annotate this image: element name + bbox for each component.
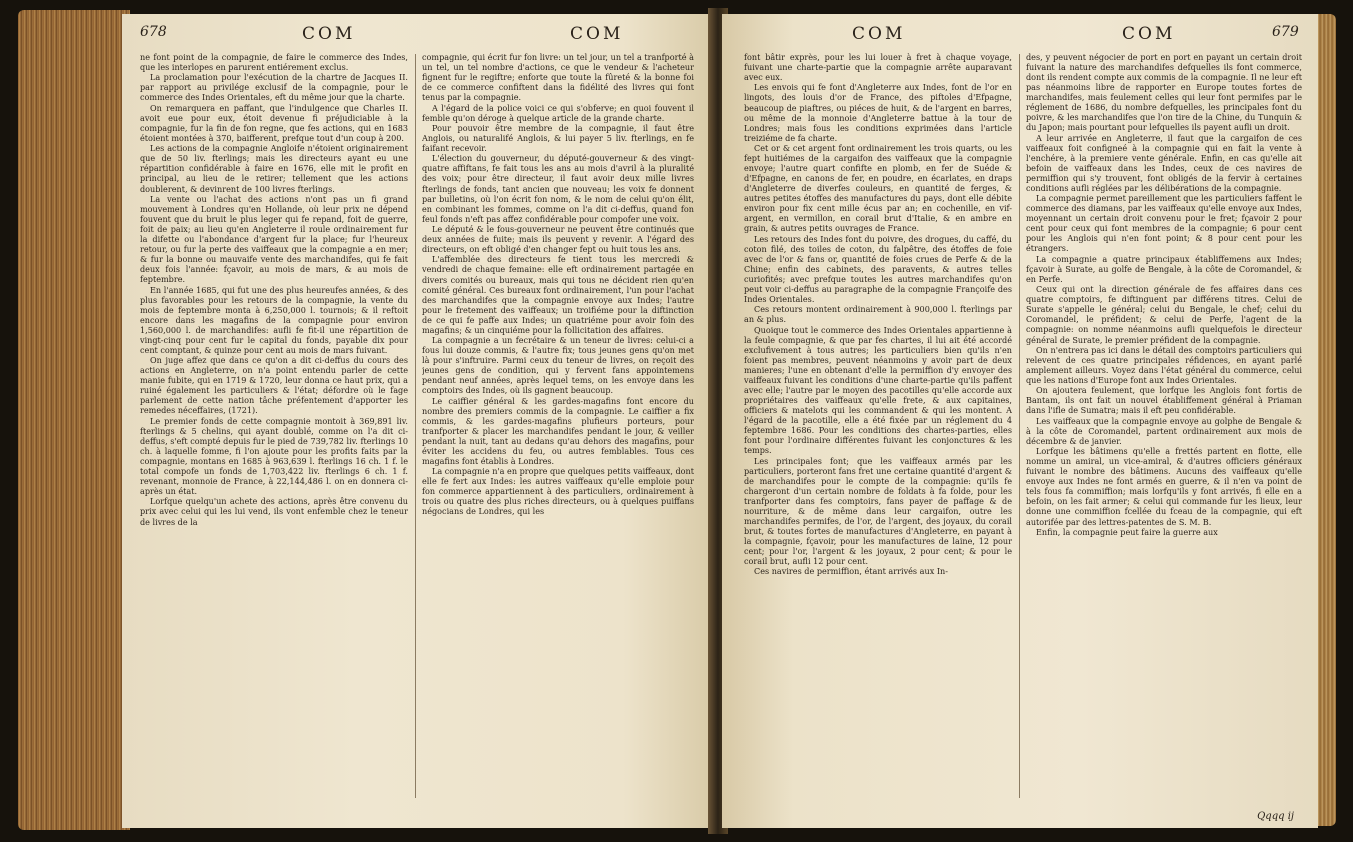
paragraph: La vente ou l'achat des actions n'ont pas un fi grand mouvement à Londres qu'en Hollande, où leur prix ne dépend fouvent que du bruit le plus leger qui fe repand, foit de guerre, foit de paix; au lieu qu'en Angleterre il roule ordinairement fur la difette ou l'abondance d'argent fur la place; fur l'heureux retour, ou fur la perte des vaiffeaux que la compagnie a en mer; & fur la bonne ou mauvaife vente des marchandifes, qui fe fait deux fois l'année: fçavoir, au mois de mars, & au mois de feptembre. [140, 193, 408, 285]
paragraph: Le caiffier général & les gardes-magafins font encore du nombre des premiers commis de la compagnie. Le caiffier a fix commis, & les gardes-magafins plufieurs porteurs, pour tranfporter & placer les marchandifes pendant le jour, & veiller pendant la nuit, tant au dedans qu'au dehors des magafins, pour éviter les accidens du feu, ou autres femblables. Tous ces magafins font établis à Londres. [422, 395, 694, 466]
paragraph: Quoique tout le commerce des Indes Orientales appartienne à la feule compagnie, & que par fes chartes, il lui ait été accordé exclufivement à tous autres; les particuliers bien qu'ils n'en foient pas membres, peuvent néanmoins y avoir part de deux manieres; l'une en obtenant d'elle la permiffion d'y envoyer des vaiffeaux fuivant les conditions d'une charte-partie qu'ils paffent avec elle; l'autre par le moyen des pacotilles qu'elle accorde aux propriétaires des vaiffeaux qu'elle frete, & aux capitaines, officiers & matelots qui les commandent & qui les montent. A l'égard de la pacotille, elle a été fixée par un réglement du 4 feptembre 1686. Pour les conditions des chartes-parties, elles font pour l'ordinaire différentes fuivant les conjonctures & les temps. [744, 324, 1012, 456]
paragraph: On remarquera en paffant, que l'indulgence que Charles II. avoit eue pour eux, étoit devenue fi préjudiciable à la compagnie, fur la fin de fon regne, que fes actions, qui en 1683 étoient montées à 370, baifferent, prefque tout d'un coup à 200. [140, 102, 408, 143]
paragraph: La compagnie a un fecrétaire & un teneur de livres: celui-ci a fous lui douze commis, & l'autre fix; tous jeunes gens qu'on met là pour s'inftruire. Parmi ceux du teneur de livres, on reçoit des jeunes gens de condition, qui y fervent fans appointemens pendant neuf années, après lequel tems, on les envoye dans les comptoirs des Indes, où ils gagnent beaucoup. [422, 335, 694, 396]
right-page [722, 14, 1318, 828]
left-header-word-2: COM [570, 24, 624, 44]
paragraph: L'affemblée des directeurs fe tient tous les mercredi & vendredi de chaque femaine: elle eft ordinairement partagée en divers comités ou bureaux, mais qui tous ne décident rien qu'en comité général. Ces bureaux font ordinairement, l'un pour l'achat des marchandifes que la compagnie envoye aux Indes; l'autre pour le fretement des vaiffeaux; un troifiéme pour la diftinction de ce qui fe paffe aux Indes; un quatriéme pour avoir foin des magafins; & un cinquiéme pour la follicitation des affaires. [422, 254, 694, 335]
open-book [18, 8, 1336, 834]
paragraph: compagnie, qui écrit fur fon livre: un tel jour, un tel a tranfporté à un tel, un tel nombre d'actions, ce que le vendeur & l'acheteur fignent fur le regiftre; enforte que toute la fûreté & la bonne foi de ce commerce confiftent dans la fidélité des livres qui font tenus par la compagnie. [422, 52, 694, 103]
paragraph: On ajoutera feulement, que lorfque les Anglois font fortis de Bantam, ils ont fait un nouvel établiffement général à Priaman dans l'ifle de Sumatra; mais il eft peu confidérable. [1026, 385, 1302, 416]
paragraph: Les vaiffeaux que la compagnie envoye au golphe de Bengale & à la côte de Coromandel, partent ordinairement aux mois de décembre & de janvier. [1026, 415, 1302, 446]
paragraph: Lorfque quelqu'un achete des actions, après être convenu du prix avec celui qui les lui vend, ils vont enfemble chez le teneur de livres de la [140, 496, 408, 527]
paragraph: Ces navires de permiffion, étant arrivés aux In- [754, 566, 948, 577]
right-header-word-2: COM [1122, 24, 1176, 44]
left-column-rule [415, 54, 416, 798]
right-header-word-1: COM [852, 24, 906, 44]
paragraph: Les retours des Indes font du poivre, des drogues, du caffé, du coton filé, des toiles de coton, du falpêtre, des étoffes de foie avec de l'or & fans or, quantité de foies crues de Perfe & de la Chine; enfin des cabinets, des paravents, & autres telles curiofités; avec prefque toutes les autres marchandifes qu'on peut voir ci-deffus au paragraphe de la compagnie Françoife des Indes Orientales. [744, 233, 1012, 305]
paragraph: La compagnie n'a en propre que quelques petits vaiffeaux, dont elle fe fert aux Indes: les autres vaiffeaux qu'elle emploie pour fon commerce appartiennent à des particuliers, ordinairement à trois ou quatre des plus riches directeurs, ou à quelques puiffans négocians de Londres, qui les [422, 466, 694, 517]
paragraph: A l'égard de la police voici ce qui s'obferve; en quoi fouvent il femble qu'on déroge à quelque article de la grande charte. [422, 102, 694, 123]
signature-mark: Qqqq ij [1257, 811, 1294, 822]
paragraph: Les principales font; que les vaiffeaux armés par les particuliers, porteront fans fret une certaine quantité d'argent & de marchandifes pour le compte de la compagnie: qu'ils fe chargeront d'un certain nombre de foldats à fa folde, pour les tranfporter dans fes comptoirs, fans payer de paffage & de nourriture, & de même dans leur cargaifon, outre les marchandifes permifes, de l'or, de l'argent, des joyaux, du corail brut, & toutes fortes de manufactures d'Angleterre, en payant à la compagnie, fçavoir, pour les manufactures de laine, 12 pour cent; pour l'or, l'argent & les joyaux, 2 pour cent; & pour le corail brut, aufli 12 pour cent. [744, 455, 1012, 567]
left-column-2 [422, 52, 694, 802]
left-page [122, 14, 712, 828]
paragraph: Ceux qui ont la direction générale de fes affaires dans ces quatre comptoirs, fe diftinguent par différens titres. Celui de Surate s'appelle le général; celui du Bengale, le chef; celui du Coromandel, le préfident; & celui de Perfe, l'agent de la compagnie: on nomme néanmoins aufli quelquefois le directeur général de Surate, le premier préfident de la compagnie. [1026, 284, 1302, 345]
right-column-1 [744, 52, 1012, 802]
paragraph: La compagnie permet pareillement que les particuliers faffent le commerce des diamans, par les vaiffeaux qu'elle envoye aux Indes, moyennant un certain droit convenu pour le fret; fçavoir 2 pour cent pour ceux qui font membres de la compagnie; 6 pour cent pour les Anglois qui n'en font point; & 8 pour cent pour les étrangers. [1026, 193, 1302, 254]
paragraph: La proclamation pour l'exécution de la chartre de Jacques II. par rapport au privilége exclusif de la compagnie, pour le commerce des Indes Orientales, eft du même jour que la charte. [140, 72, 408, 103]
paragraph: Lorfque les bâtimens qu'elle a frettés partent en flotte, elle nomme un amiral, un vice-amiral, & d'autres officiers généraux fuivant le nombre des bâtimens. Aucuns des vaiffeaux qu'elle envoye aux Indes ne font armés en guerre, & il n'en va point de tels fous fa commiffion; mais lorfqu'ils y font arrivés, fi elle en a befoin, on les fait armer; & celui qui commande fur les lieux, leur donne une commiffion fcellée du fceau de la compagnie, qui eft autorifée par des lettres-patentes de S. M. B. [1026, 446, 1302, 527]
paragraph: Ces retours montent ordinairement à 900,000 l. fterlings par an & plus. [744, 304, 1012, 325]
paragraph: On n'entrera pas ici dans le détail des comptoirs particuliers qui relevent de ces quatre principales réfidences, en ayant parlé amplement ailleurs. Voyez dans l'état général du commerce, celui que les nations d'Europe font aux Indes Orientales. [1026, 344, 1302, 385]
right-column-rule [1019, 54, 1020, 798]
paragraph: Le député & le fous-gouverneur ne peuvent être continués que deux années de fuite; mais ils peuvent y revenir. A l'égard des directeurs, on eft obligé d'en changer fept ou huit tous les ans. [422, 223, 694, 255]
paragraph: A leur arrivée en Angleterre, il faut que la cargaifon de ces vaiffeaux foit configneé à la compagnie qui en fait la vente à l'enchére, à la premiere vente générale. Enfin, en cas qu'elle ait befoin de vaiffeaux dans les Indes, ceux de ces navires de permiffion qui s'y trouvent, font obligés de la fervir à certaines conditions aufli réglées par les délibérations de la compagnie. [1026, 132, 1302, 193]
left-header-word-1: COM [302, 24, 356, 44]
right-page-number: 679 [1272, 24, 1299, 40]
paragraph: Les envois qui fe font d'Angleterre aux Indes, font de l'or en lingots, des louis d'or de France, des piftoles d'Efpagne, beaucoup de piaftres, ou piéces de huit, & de l'argent en barres, ou même de la monnoie d'Angleterre battue à la tour de Londres; mais fous les conditions exprimées dans l'article treiziéme de fa charte. [744, 82, 1012, 143]
paragraph: Enfin, la compagnie peut faire la guerre aux [1036, 526, 1218, 537]
paragraph: On juge affez que dans ce qu'on a dit ci-deffus du cours des actions en Angleterre, on n'a point entendu parler de cette manie fubite, qui en 1719 & 1720, leur donna ce haut prix, qui a ruiné également les particuliers & l'état; défordre où le fage parlement de cette nation tâche préfentement d'apporter les remedes néceffaires, (1721). [140, 355, 408, 416]
left-running-head [122, 24, 712, 50]
left-column-1 [140, 52, 408, 802]
right-running-head [722, 24, 1318, 50]
paragraph: ne font point de la compagnie, de faire le commerce des Indes, que les interlopes en parurent entiérement exclus. [140, 52, 408, 73]
paragraph: des, y peuvent négocier de port en port en payant un certain droit fuivant la nature des marchandifes defquelles ils font commerce, dont ils rendent compte aux commis de la compagnie. Il ne leur eft pas néanmoins libre de rapporter en Europe toutes fortes de marchandifes, mais feulement celles qui leur font permifes par le réglement de 1686, du nombre defquelles, les principales font du poivre, & les marchandifes que l'on tire de la Chine, du Tunquin & du Japon; mais pourtant pour lefquelles ils payent aufli un droit. [1026, 52, 1302, 133]
left-page-edges [18, 10, 130, 830]
paragraph: L'élection du gouverneur, du député-gouverneur & des vingt-quatre affiftans, fe fait tous les ans au mois d'avril à la pluralité des voix; pour être directeur, il faut avoir deux mille livres fterlings de fonds, tant ancien que nouveau; les voix fe donnent par bulletins, où l'on écrit fon nom, & le nom de celui qu'on élit, en combinant les fommes, comme on l'a dit ci-deffus, quand fon feul fonds n'eft pas affez confidérable pour compofer une voix. [422, 153, 694, 224]
paragraph: font bâtir exprès, pour les lui louer à fret à chaque voyage, fuivant une charte-partie que la compagnie arrête auparavant avec eux. [744, 52, 1012, 83]
right-column-2 [1026, 52, 1302, 802]
paragraph: Le premier fonds de cette compagnie montoit à 369,891 liv. fterlings & 5 chelins, qui ayant doublé, comme on l'a dit ci-deffus, s'eft compté depuis fur le pied de 739,782 liv. fterlings 10 ch. à laquelle fomme, fi l'on ajoute pour les profits faits par la compagnie, montans en 1685 à 963,639 l. fterlings 16 ch. 1 f. le total compofe un fonds de 1,703,422 liv. fterlings 6 ch. 1 f. revenant, monnoie de France, à 22,144,486 l. on en donnera ci-après un état. [140, 415, 408, 497]
paragraph: La compagnie a quatre principaux établiffemens aux Indes; fçavoir à Surate, au golfe de Bengale, à la côte de Coromandel, & en Perfe. [1026, 253, 1302, 284]
paragraph: En l'année 1685, qui fut une des plus heureufes années, & des plus favorables pour les retours de la compagnie, la vente du mois de feptembre monta à 6,250,000 l. tournois; & il reftoit encore dans les magafins de la compagnie pour environ 1,560,000 l. de marchandifes: aufli fe fit-il une répartition de vingt-cinq pour cent fur le capital du fonds, payable dix pour cent comptant, & quinze pour cent au mois de mars fuivant. [140, 284, 408, 355]
paragraph: Les actions de la compagnie Angloife n'étoient originairement que de 50 liv. fterlings; mais les directeurs ayant eu une répartition confidérable à faire en 1676, elle mit le profit en principal, au lieu de le retirer; tellement que les actions doublerent, & devinrent de 100 livres fterlings. [140, 143, 408, 194]
paragraph: Cet or & cet argent font ordinairement les trois quarts, ou les fept huitiémes de la cargaifon des vaiffeaux que la compagnie envoye; l'autre quart confifte en plomb, en fer de Suéde & d'Efpagne, en canons de fer, en poudre, en écarlates, en draps d'Angleterre de diverfes couleurs, en quantité de ferges, & autres petites étoffes des manufactures du pays, dont elle débite environ pour fix cent mille écus par an; en cochenille, en vif-argent, en vermillon, en corail brut d'Italie, & en ambre en grain, & autres petits ouvrages de France. [744, 143, 1012, 234]
left-page-number: 678 [140, 24, 167, 40]
paragraph: Pour pouvoir être membre de la compagnie, il faut être Anglois, ou naturalifé Anglois, & lui payer 5 liv. fterlings, en fe faifant recevoir. [422, 122, 694, 154]
